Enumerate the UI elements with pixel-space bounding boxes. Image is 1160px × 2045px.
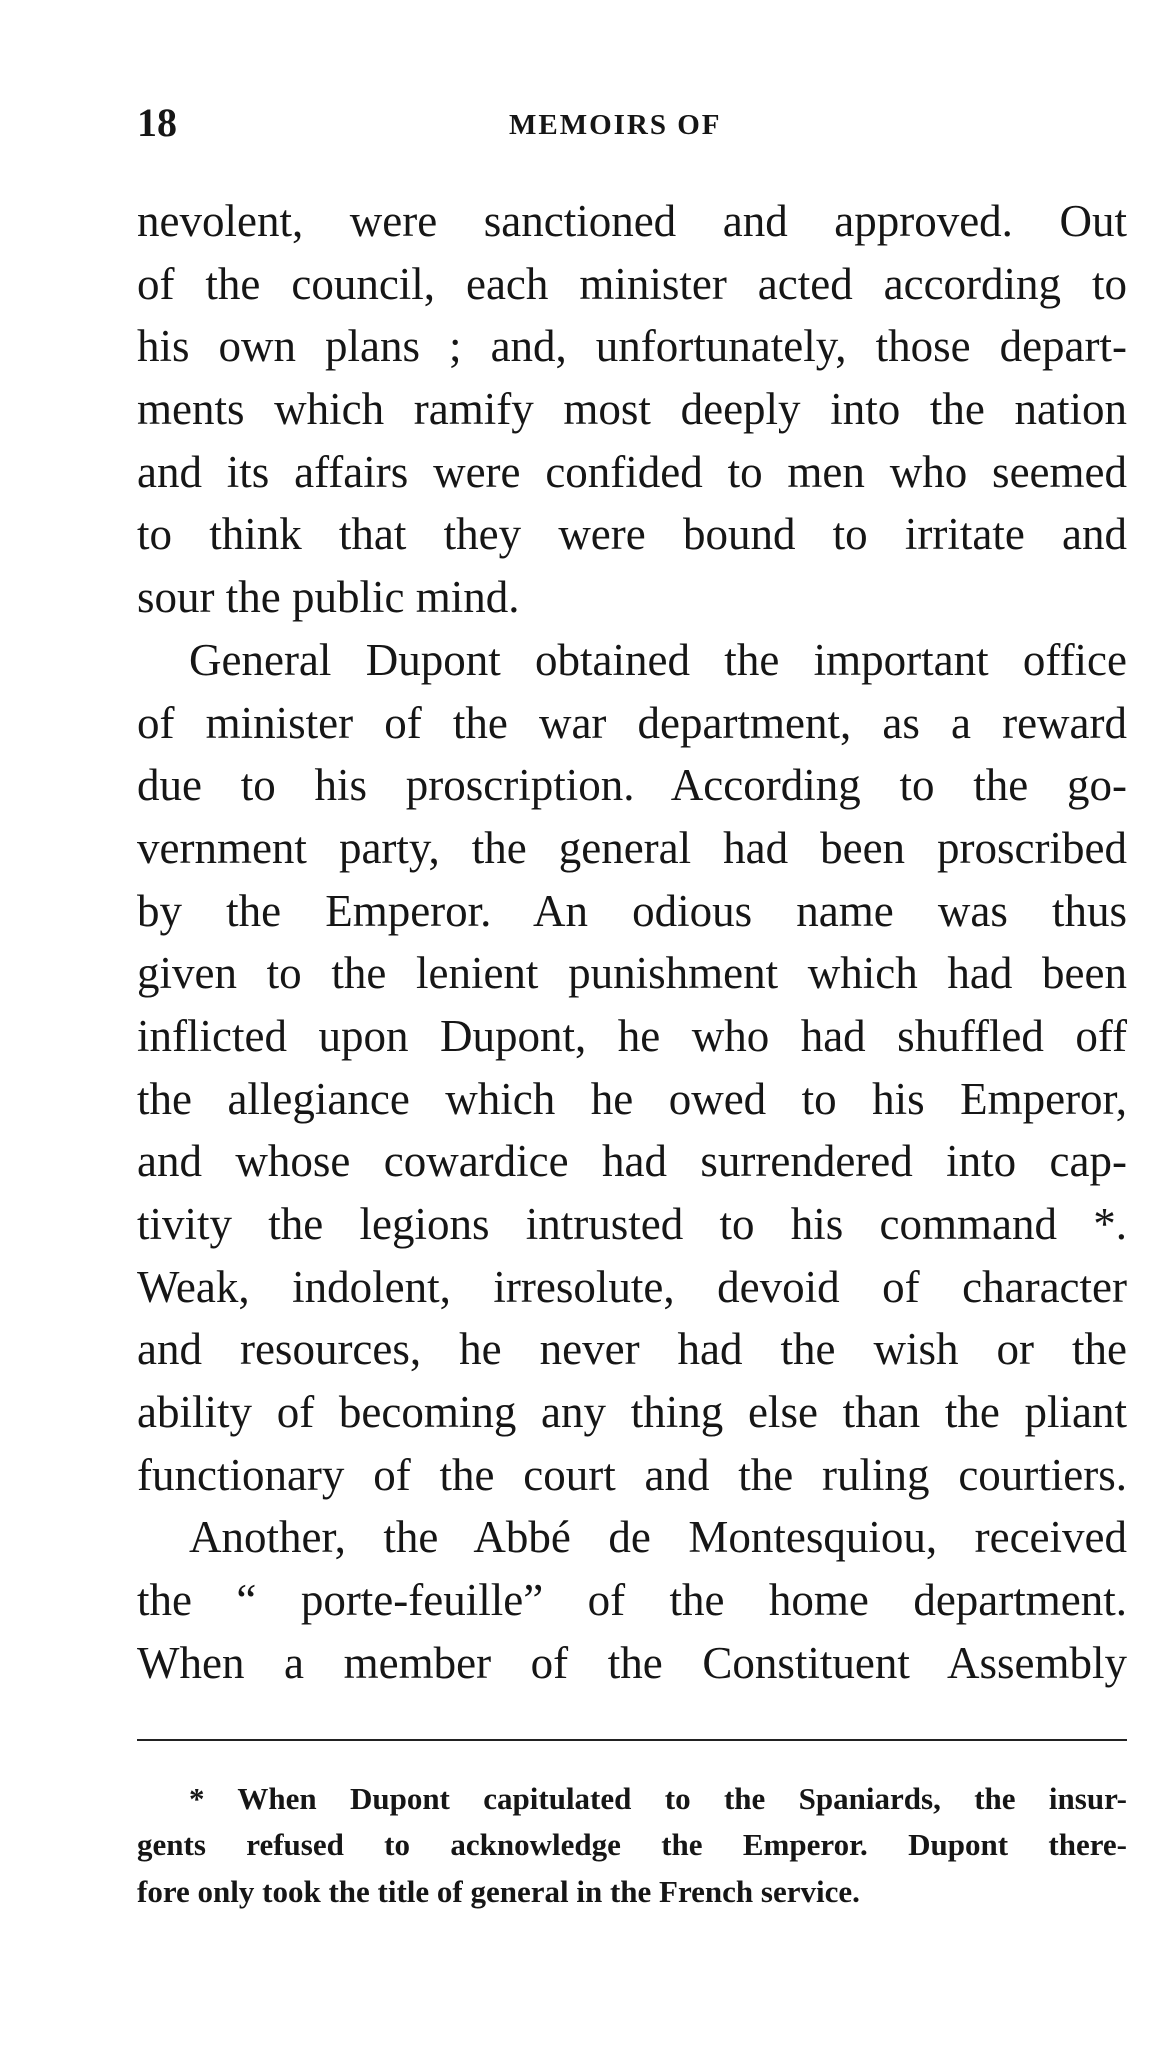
paragraph-end-line: sour the public mind. — [137, 572, 520, 623]
text-line: of minister of the war department, as a reward — [137, 697, 1127, 748]
paragraph-end-line: functionary of the court and the ruling courtiers. — [137, 1449, 1127, 1500]
text-line: by the Emperor. An odious name was thus — [137, 885, 1127, 936]
text-line: When a member of the Constituent Assembly — [137, 1637, 1127, 1688]
paragraph-start-line: General Dupont obtained the important office — [189, 634, 1127, 685]
footnote-line: gents refused to acknowledge the Emperor. Dupont there- — [137, 1827, 1127, 1863]
text-line: given to the lenient punishment which had been — [137, 948, 1127, 999]
footnote-line: * When Dupont capitulated to the Spaniards, the insur- — [189, 1781, 1127, 1816]
paragraph-start-line: Another, the Abbé de Montesquiou, received — [189, 1512, 1127, 1563]
text-line: of the council, each minister acted according to — [137, 258, 1127, 309]
text-line: his own plans ; and, unfortunately, those depart- — [137, 321, 1127, 372]
text-line: ability of becoming any thing else than the pliant — [137, 1387, 1127, 1438]
text-line: to think that they were bound to irritate and — [137, 509, 1127, 560]
text-line: vernment party, the general had been proscribed — [137, 822, 1127, 873]
running-title: MEMOIRS OF — [509, 109, 722, 141]
running-head — [137, 100, 1127, 146]
text-line: and resources, he never had the wish or the — [137, 1324, 1127, 1375]
text-line: and whose cowardice had surrendered into cap- — [137, 1136, 1127, 1187]
text-line: the “ porte-feuille” of the home department. — [137, 1575, 1127, 1626]
text-line: and its affairs were confided to men who seemed — [137, 446, 1127, 497]
footnote-divider — [137, 1739, 1127, 1741]
page-number: 18 — [137, 100, 177, 145]
text-line: the allegiance which he owed to his Emperor, — [137, 1073, 1127, 1124]
text-line: tivity the legions intrusted to his command *. — [137, 1199, 1127, 1249]
text-line: Weak, indolent, irresolute, devoid of character — [137, 1261, 1127, 1312]
footnote-line: fore only took the title of general in the French service. — [137, 1873, 860, 1909]
text-line: nevolent, were sanctioned and approved. Out — [137, 196, 1127, 246]
text-line: inflicted upon Dupont, he who had shuffled off — [137, 1010, 1127, 1061]
text-line: due to his proscription. According to the go- — [137, 760, 1127, 811]
text-line: ments which ramify most deeply into the nation — [137, 384, 1127, 435]
footnote — [137, 1776, 1127, 1915]
body-text — [137, 190, 1127, 1695]
